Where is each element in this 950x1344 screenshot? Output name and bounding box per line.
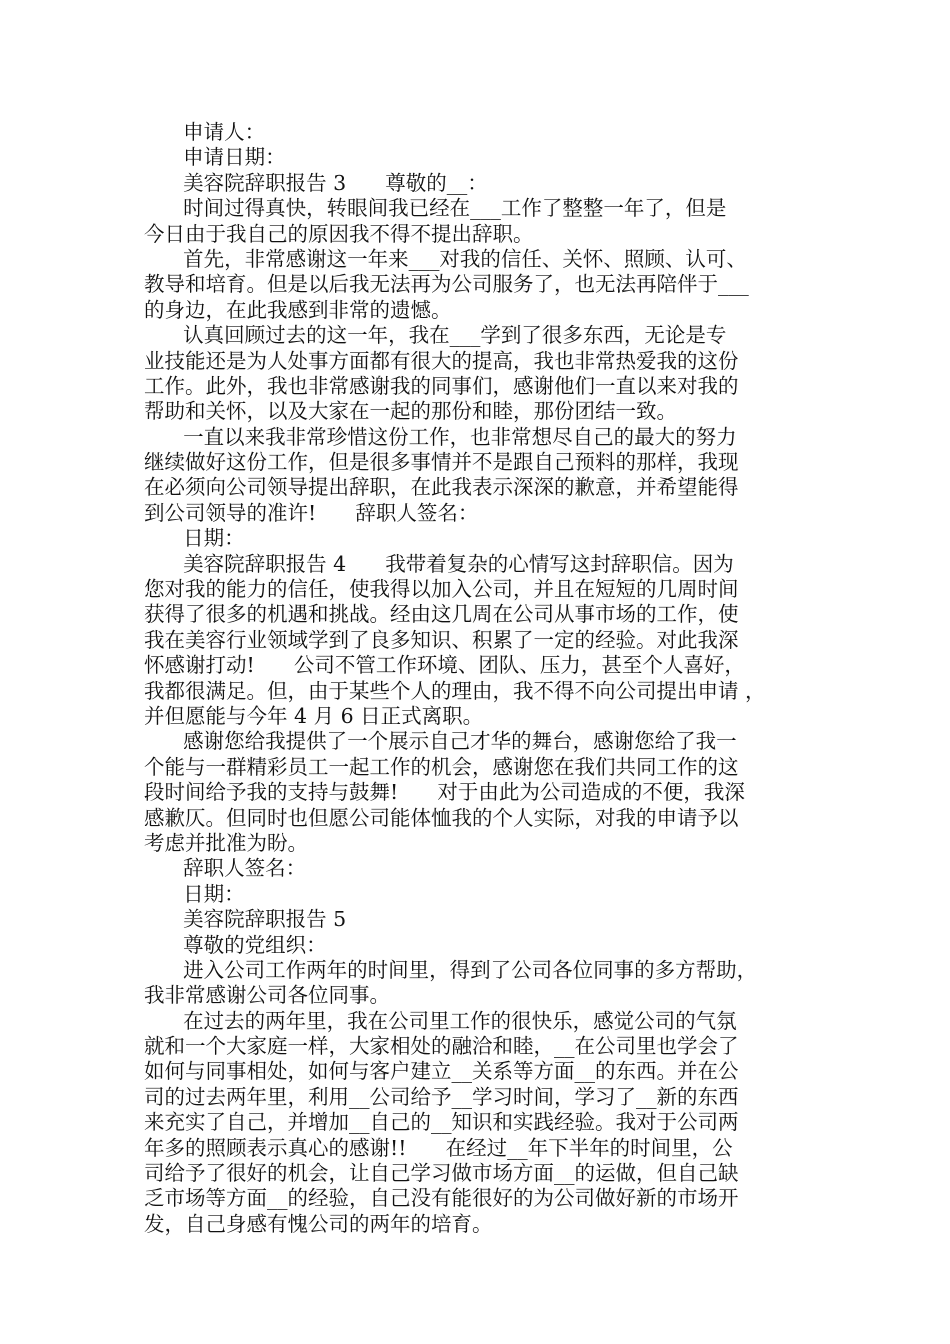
text-line: 日期： [144, 881, 245, 906]
text-line: 业技能还是为人处事方面都有很大的提高，我也非常热爱我的这份 [144, 348, 739, 373]
text-line: 认真回顾过去的这一年，我在___学到了很多东西，无论是专 [144, 323, 727, 348]
document-body [144, 120, 844, 1237]
text-line: 到公司领导的准许! 辞职人签名： [144, 500, 479, 525]
text-line: 如何与同事相处，如何与客户建立__关系等方面__的东西。并在公 [144, 1059, 739, 1084]
text-line: 怀感谢打动! 公司不管工作环境、团队、压力，甚至个人喜好， [144, 653, 745, 678]
text-line: 来充实了自己，并增加__自己的__知识和实践经验。我对于公司两 [144, 1110, 739, 1135]
text-line: 申请日期： [144, 145, 286, 170]
text-line: 申请人： [144, 120, 266, 144]
text-line: 美容院辞职报告 3 尊敬的__： [144, 170, 488, 195]
text-line: 帮助和关怀，以及大家在一起的那份和睦，那份团结一致。 [144, 399, 677, 424]
text-line: 感歉仄。但同时也但愿公司能体恤我的个人实际，对我的申请予以 [144, 805, 739, 830]
text-line: 乏市场等方面__的经验，自己没有能很好的为公司做好新的市场开 [144, 1186, 739, 1211]
text-line: 进入公司工作两年的时间里，得到了公司各位同事的多方帮助， [144, 957, 758, 982]
text-line: 考虑并批准为盼。 [144, 830, 308, 855]
text-line: 感谢您给我提供了一个展示自己才华的舞台，感谢您给了我一 [144, 729, 737, 754]
text-line: 时间过得真快，转眼间我已经在___工作了整整一年了，但是 [144, 196, 727, 221]
text-line: 获得了很多的机遇和挑战。经由这几周在公司从事市场的工作，使 [144, 602, 739, 627]
text-line: 一直以来我非常珍惜这份工作，也非常想尽自己的最大的努力 [144, 424, 737, 449]
text-line: 辞职人签名： [144, 856, 307, 881]
text-line: 在必须向公司领导提出辞职，在此我表示深深的歉意，并希望能得 [144, 475, 739, 500]
text-line: 您对我的能力的信任，使我得以加入公司，并且在短短的几周时间 [144, 577, 739, 602]
text-line: 段时间给予我的支持与鼓舞! 对于由此为公司造成的不便，我深 [144, 780, 745, 805]
text-line: 司的过去两年里，利用__公司给予__学习时间，学习了__新的东西 [144, 1084, 739, 1109]
text-line: 在过去的两年里，我在公司里工作的很快乐，感觉公司的气氛 [144, 1008, 737, 1033]
text-line: 我非常感谢公司各位同事。 [144, 983, 390, 1008]
text-line: 发，自己身感有愧公司的两年的培育。 [144, 1211, 493, 1236]
text-line: 美容院辞职报告 4 我带着复杂的心情写这封辞职信。因为 [144, 551, 734, 576]
text-line: 我在美容行业领域学到了良多知识、积累了一定的经验。对此我深 [144, 627, 739, 652]
text-line: 就和一个大家庭一样，大家相处的融洽和睦，__在公司里也学会了 [144, 1034, 739, 1059]
text-line: 教导和培育。但是以后我无法再为公司服务了，也无法再陪伴于___ [144, 272, 749, 297]
text-line: 年多的照顾表示真心的感谢!! 在经过__年下半年的时间里，公 [144, 1135, 733, 1160]
text-line: 首先，非常感谢这一年来___对我的信任、关怀、照顾、认可、 [144, 246, 747, 271]
text-line: 司给予了很好的机会，让自己学习做市场方面__的运做，但自己缺 [144, 1161, 739, 1186]
text-line: 日期： [144, 526, 245, 551]
text-line: 个能与一群精彩员工一起工作的机会，感谢您在我们共同工作的这 [144, 754, 739, 779]
text-line: 的身边，在此我感到非常的遗憾。 [144, 297, 452, 322]
text-line: 工作。此外，我也非常感谢我的同事们，感谢他们一直以来对我的 [144, 373, 739, 398]
text-line: 我都很满足。但，由于某些个人的理由，我不得不向公司提出申请 ， [144, 678, 766, 703]
text-line: 今日由于我自己的原因我不得不提出辞职。 [144, 221, 534, 246]
text-line: 并但愿能与今年 4 月 6 日正式离职。 [144, 703, 484, 728]
text-line: 继续做好这份工作，但是很多事情并不是跟自己预料的那样，我现 [144, 450, 739, 475]
text-line: 尊敬的党组织： [144, 932, 327, 957]
text-line: 美容院辞职报告 5 [144, 907, 347, 932]
